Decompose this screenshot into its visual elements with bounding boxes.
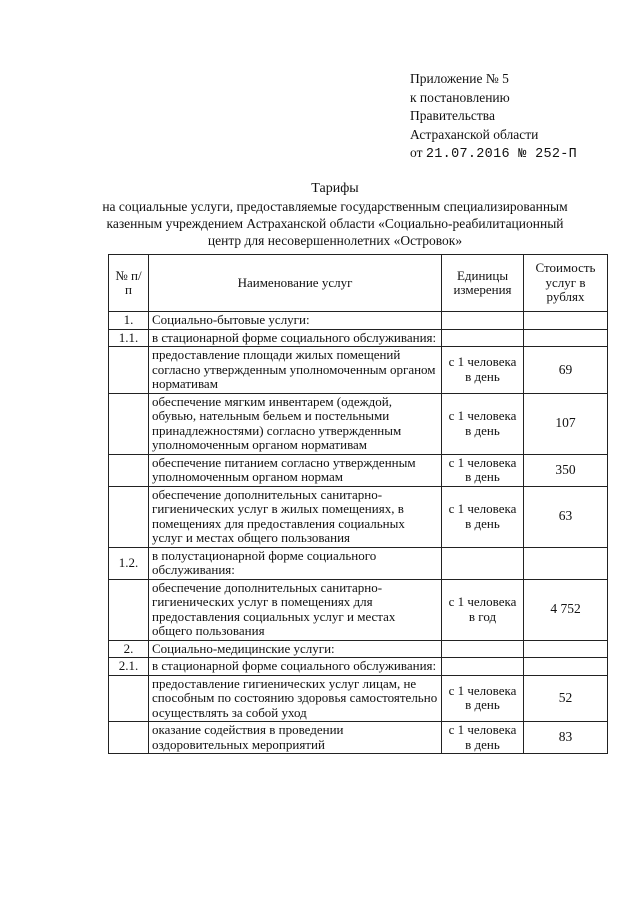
- row-price: 52: [524, 675, 608, 722]
- row-price: [524, 640, 608, 658]
- row-unit: с 1 человека в день: [442, 347, 524, 394]
- row-num: [109, 347, 149, 394]
- heading-line-3: центр для несовершеннолетних «Островок»: [207, 233, 463, 248]
- row-unit: с 1 человека в год: [442, 579, 524, 640]
- row-num: 1.2.: [109, 547, 149, 579]
- heading-line-2: казенным учреждением Астраханской области «Социально-реабилитационный: [106, 216, 564, 231]
- row-unit: [442, 312, 524, 330]
- row-price: 350: [524, 454, 608, 486]
- row-price: [524, 547, 608, 579]
- date-prefix: от: [410, 145, 423, 160]
- row-name: предоставление площади жилых помещений согласно утвержденным уполномоченным органом нормативам: [149, 347, 442, 394]
- row-name: в полустационарной форме социального обслуживания:: [149, 547, 442, 579]
- row-num: 2.1.: [109, 658, 149, 676]
- row-name: оказание содействия в проведении оздоровительных мероприятий: [149, 722, 442, 754]
- row-num: [109, 486, 149, 547]
- appendix-ref: к постановлению: [410, 89, 510, 105]
- header-num: № п/п: [109, 255, 149, 312]
- row-price: [524, 312, 608, 330]
- row-name: в стационарной форме социального обслуживания:: [149, 658, 442, 676]
- table-row: [109, 722, 608, 754]
- document-title: Тарифы: [311, 181, 359, 196]
- row-price: [524, 329, 608, 347]
- appendix-block: [410, 70, 577, 165]
- header-price: Стоимость услуг в рублях: [524, 255, 608, 312]
- row-num: [109, 722, 149, 754]
- row-name: обеспечение питанием согласно утвержденным уполномоченным органом нормам: [149, 454, 442, 486]
- table-row: [109, 454, 608, 486]
- table-header-row: [109, 255, 608, 312]
- row-unit: [442, 547, 524, 579]
- table-row: [109, 579, 608, 640]
- tariffs-table: [108, 254, 608, 754]
- row-name: Социально-медицинские услуги:: [149, 640, 442, 658]
- appendix-number: Приложение № 5: [410, 71, 509, 86]
- row-name: обеспечение дополнительных санитарно-гигиенических услуг в помещениях для предоставления социальных услуг и местах общего пользования: [149, 579, 442, 640]
- table-row: [109, 658, 608, 676]
- appendix-region: Астраханской области: [410, 126, 539, 142]
- table-row: [109, 329, 608, 347]
- row-unit: [442, 658, 524, 676]
- document-heading: [60, 180, 610, 249]
- row-num: 1.: [109, 312, 149, 330]
- row-unit: с 1 человека в день: [442, 393, 524, 454]
- table-row: [109, 312, 608, 330]
- row-unit: с 1 человека в день: [442, 675, 524, 722]
- table-row: [109, 547, 608, 579]
- appendix-government: Правительства: [410, 108, 495, 123]
- row-name: в стационарной форме социального обслуживания:: [149, 329, 442, 347]
- row-unit: с 1 человека в день: [442, 454, 524, 486]
- header-unit: Единицы измерения: [442, 255, 524, 312]
- row-unit: с 1 человека в день: [442, 486, 524, 547]
- row-num: 2.: [109, 640, 149, 658]
- decree-date-number: 21.07.2016 № 252-П: [425, 147, 578, 162]
- row-num: [109, 393, 149, 454]
- row-price: 69: [524, 347, 608, 394]
- row-price: 83: [524, 722, 608, 754]
- row-unit: [442, 329, 524, 347]
- row-unit: [442, 640, 524, 658]
- row-num: [109, 675, 149, 722]
- row-price: [524, 658, 608, 676]
- table-row: [109, 486, 608, 547]
- row-unit: с 1 человека в день: [442, 722, 524, 754]
- row-name: предоставление гигиенических услуг лицам, не способным по состоянию здоровья самостоятельно осуществлять за собой уход: [149, 675, 442, 722]
- table-row: [109, 640, 608, 658]
- row-num: 1.1.: [109, 329, 149, 347]
- appendix-date-line: [410, 144, 577, 165]
- header-name: Наименование услуг: [149, 255, 442, 312]
- row-num: [109, 454, 149, 486]
- row-price: 4 752: [524, 579, 608, 640]
- row-name: Социально-бытовые услуги:: [149, 312, 442, 330]
- row-name: обеспечение дополнительных санитарно-гигиенических услуг в жилых помещениях, в помещениях для предоставления социальных услуг и местах общего пользования: [149, 486, 442, 547]
- table-row: [109, 675, 608, 722]
- table-row: [109, 393, 608, 454]
- table-row: [109, 347, 608, 394]
- row-price: 63: [524, 486, 608, 547]
- row-price: 107: [524, 393, 608, 454]
- heading-line-1: на социальные услуги, предоставляемые государственным специализированным: [102, 199, 568, 214]
- row-num: [109, 579, 149, 640]
- row-name: обеспечение мягким инвентарем (одеждой, обувью, нательным бельем и постельными принадлежностями) согласно утвержденным уполномоченным органом нормативам: [149, 393, 442, 454]
